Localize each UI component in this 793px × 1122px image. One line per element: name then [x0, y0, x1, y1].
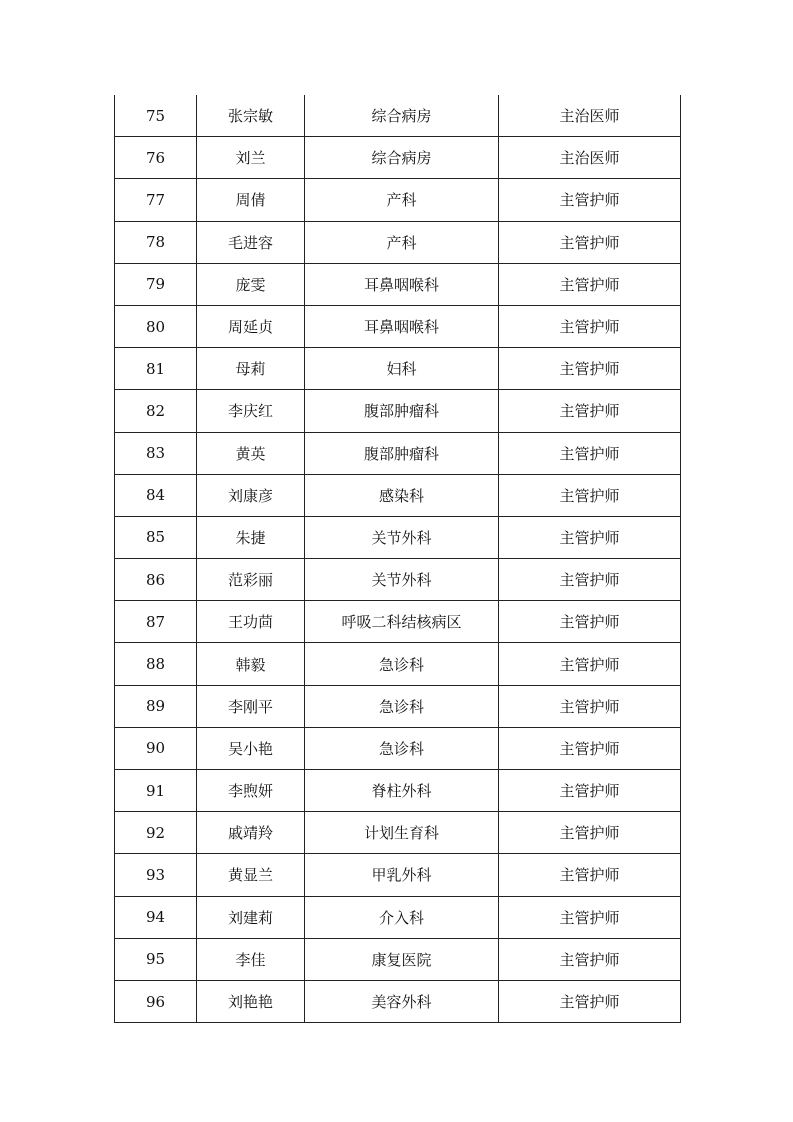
cell-name: 黄显兰 — [197, 854, 305, 896]
cell-number: 92 — [115, 812, 197, 854]
cell-name: 刘兰 — [197, 137, 305, 179]
cell-department: 综合病房 — [305, 137, 499, 179]
table-row — [115, 643, 681, 685]
cell-department: 产科 — [305, 179, 499, 221]
table-row — [115, 727, 681, 769]
cell-number: 96 — [115, 980, 197, 1022]
cell-title: 主管护师 — [499, 432, 681, 474]
cell-title: 主治医师 — [499, 137, 681, 179]
cell-department: 急诊科 — [305, 685, 499, 727]
table-row — [115, 770, 681, 812]
cell-name: 李刚平 — [197, 685, 305, 727]
cell-title: 主治医师 — [499, 95, 681, 137]
cell-title: 主管护师 — [499, 516, 681, 558]
cell-title: 主管护师 — [499, 390, 681, 432]
table-row — [115, 812, 681, 854]
cell-name: 周延贞 — [197, 305, 305, 347]
cell-name: 王功茴 — [197, 601, 305, 643]
table-row — [115, 263, 681, 305]
table-row — [115, 938, 681, 980]
cell-name: 朱捷 — [197, 516, 305, 558]
cell-title: 主管护师 — [499, 348, 681, 390]
cell-department: 腹部肿瘤科 — [305, 432, 499, 474]
cell-name: 周倩 — [197, 179, 305, 221]
cell-number: 81 — [115, 348, 197, 390]
table-body — [115, 95, 681, 1023]
cell-number: 91 — [115, 770, 197, 812]
cell-department: 关节外科 — [305, 516, 499, 558]
cell-title: 主管护师 — [499, 179, 681, 221]
cell-title: 主管护师 — [499, 559, 681, 601]
table-row — [115, 221, 681, 263]
cell-department: 妇科 — [305, 348, 499, 390]
table-row — [115, 601, 681, 643]
table-row — [115, 432, 681, 474]
cell-number: 84 — [115, 474, 197, 516]
cell-department: 计划生育科 — [305, 812, 499, 854]
cell-title: 主管护师 — [499, 896, 681, 938]
table-row — [115, 95, 681, 137]
cell-number: 82 — [115, 390, 197, 432]
cell-number: 90 — [115, 727, 197, 769]
cell-department: 耳鼻咽喉科 — [305, 263, 499, 305]
cell-name: 李煦妍 — [197, 770, 305, 812]
cell-name: 母莉 — [197, 348, 305, 390]
cell-number: 85 — [115, 516, 197, 558]
cell-name: 戚靖羚 — [197, 812, 305, 854]
cell-title: 主管护师 — [499, 643, 681, 685]
cell-name: 韩毅 — [197, 643, 305, 685]
cell-name: 李庆红 — [197, 390, 305, 432]
cell-number: 89 — [115, 685, 197, 727]
cell-title: 主管护师 — [499, 854, 681, 896]
table-row — [115, 559, 681, 601]
table-row — [115, 854, 681, 896]
table-row — [115, 390, 681, 432]
table-row — [115, 980, 681, 1022]
cell-name: 吴小艳 — [197, 727, 305, 769]
table-row — [115, 474, 681, 516]
cell-department: 感染科 — [305, 474, 499, 516]
cell-name: 张宗敏 — [197, 95, 305, 137]
staff-roster-table — [114, 95, 681, 1023]
cell-department: 腹部肿瘤科 — [305, 390, 499, 432]
cell-number: 83 — [115, 432, 197, 474]
cell-number: 93 — [115, 854, 197, 896]
cell-name: 李佳 — [197, 938, 305, 980]
cell-department: 甲乳外科 — [305, 854, 499, 896]
cell-title: 主管护师 — [499, 263, 681, 305]
table-row — [115, 516, 681, 558]
cell-department: 呼吸二科结核病区 — [305, 601, 499, 643]
cell-title: 主管护师 — [499, 980, 681, 1022]
cell-title: 主管护师 — [499, 601, 681, 643]
table-row — [115, 685, 681, 727]
cell-department: 介入科 — [305, 896, 499, 938]
cell-name: 刘康彦 — [197, 474, 305, 516]
cell-number: 87 — [115, 601, 197, 643]
table-row — [115, 896, 681, 938]
cell-title: 主管护师 — [499, 727, 681, 769]
cell-department: 康复医院 — [305, 938, 499, 980]
cell-number: 88 — [115, 643, 197, 685]
cell-title: 主管护师 — [499, 221, 681, 263]
cell-number: 78 — [115, 221, 197, 263]
cell-department: 脊柱外科 — [305, 770, 499, 812]
cell-title: 主管护师 — [499, 685, 681, 727]
cell-number: 80 — [115, 305, 197, 347]
cell-name: 庞雯 — [197, 263, 305, 305]
table-row — [115, 137, 681, 179]
cell-department: 综合病房 — [305, 95, 499, 137]
cell-title: 主管护师 — [499, 770, 681, 812]
cell-name: 毛进容 — [197, 221, 305, 263]
cell-department: 产科 — [305, 221, 499, 263]
cell-name: 刘建莉 — [197, 896, 305, 938]
cell-title: 主管护师 — [499, 474, 681, 516]
cell-number: 94 — [115, 896, 197, 938]
cell-number: 95 — [115, 938, 197, 980]
cell-title: 主管护师 — [499, 812, 681, 854]
cell-number: 75 — [115, 95, 197, 137]
cell-department: 急诊科 — [305, 727, 499, 769]
cell-number: 86 — [115, 559, 197, 601]
cell-department: 美容外科 — [305, 980, 499, 1022]
cell-department: 关节外科 — [305, 559, 499, 601]
table-row — [115, 348, 681, 390]
cell-name: 黄英 — [197, 432, 305, 474]
cell-department: 急诊科 — [305, 643, 499, 685]
cell-number: 77 — [115, 179, 197, 221]
cell-name: 范彩丽 — [197, 559, 305, 601]
table-row — [115, 179, 681, 221]
cell-title: 主管护师 — [499, 938, 681, 980]
cell-department: 耳鼻咽喉科 — [305, 305, 499, 347]
cell-title: 主管护师 — [499, 305, 681, 347]
table-row — [115, 305, 681, 347]
cell-name: 刘艳艳 — [197, 980, 305, 1022]
cell-number: 79 — [115, 263, 197, 305]
cell-number: 76 — [115, 137, 197, 179]
